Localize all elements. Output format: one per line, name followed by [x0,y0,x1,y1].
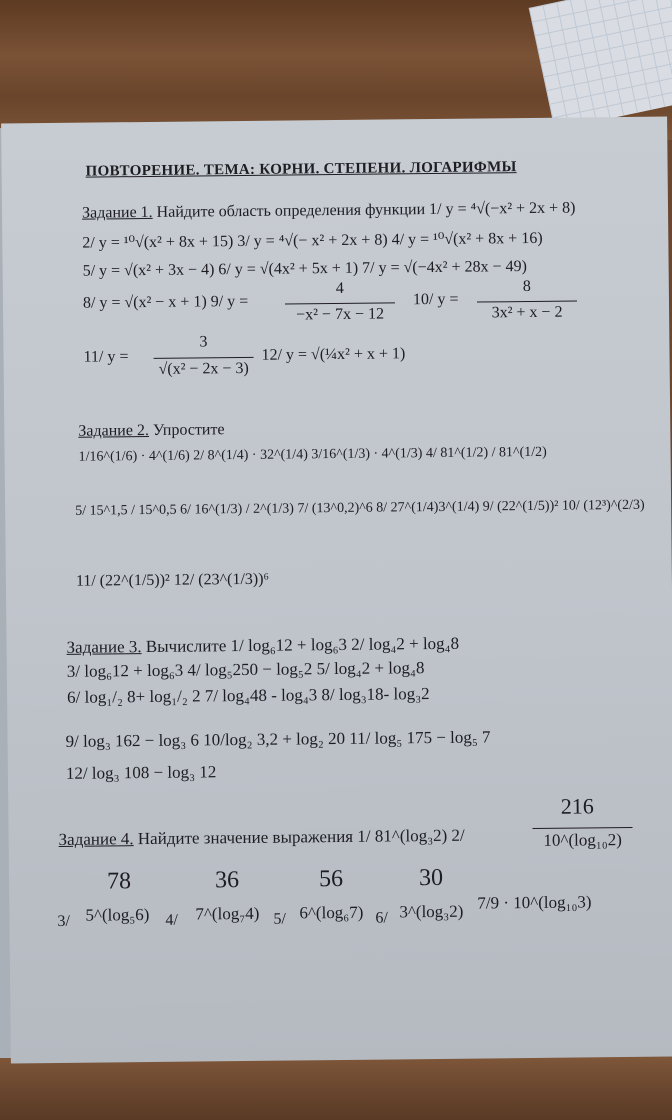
task3-line-1: 1/ log₆12 + log₆3 2/ log₄2 + log₄8 [230,633,460,656]
task4-expr-4-label: 4/ [165,911,178,929]
worksheet [1,117,672,1064]
task2-line-1: 1/16^(1/6) · 4^(1/6) 2/ 8^(1/4) · 32^(1/4) 3/16^(1/3) · 4^(1/3) 4/ 81^(1/2) / 81^(1/2) [78,444,547,465]
task1-text: Найдите область определения функции [156,201,426,221]
task1-heading [82,200,576,223]
task1-item10-numerator: 8 [522,277,531,296]
task4-heading [59,827,465,849]
task3-heading [66,635,459,657]
task4-expr-6-numerator: 30 [418,864,444,892]
page-title: ПОВТОРЕНИЕ. ТЕМА: КОРНИ. СТЕПЕНИ. ЛОГАРИФМЫ [85,159,517,180]
task4-expr-3-numerator: 78 [106,868,132,895]
task1-item-1: 1/ y = ⁴√(−x² + 2x + 8) [429,199,576,219]
task1-item11-numerator: 3 [199,333,208,351]
task1-item11-denominator: √(x² − 2x − 3) [154,357,254,379]
task4-expr-5-label: 5/ [273,910,286,928]
task3-text: Вычислите [145,636,227,657]
task4-expr-1: 1/ 81^(log₃2) [357,825,448,846]
task2-line-3: 11/ (22^(1/5))² 12/ (23^(1/3))⁶ [75,570,270,590]
task1-item10-denominator: 3x² + x − 2 [477,300,577,322]
task4-expr-5-numerator: 56 [318,865,344,893]
task4-expr-4-numerator: 36 [214,867,240,894]
task1-item9-denominator: −x² − 7x − 12 [285,302,395,324]
task1-item9-numerator: 4 [335,279,344,298]
task3-line-4: 9/ log₃ 162 − log₃ 6 10/log₂ 3,2 + log₂ 20 11/ log₅ 175 − log₅ 7 [65,727,491,751]
task1-item11-label: 11/ y = [83,348,129,366]
task1-item12: 12/ y = √(¼x² + x + 1) [261,345,406,364]
task3-line-5: 12/ log₃ 108 − log₃ 12 [65,762,217,783]
task1-line-4: 8/ y = √(x² − x + 1) 9/ y = [82,292,249,312]
task3-line-3: 6/ log₁/₂ 8+ log₁/₂ 2 7/ log₄48 - log₄3 8/ log₃18- log₃2 [67,684,430,707]
task4-expr-7: 7/9 · 10^(log₁₀3) [477,892,592,913]
task1-label: Задание 1. [81,203,153,222]
task3-line-2: 3/ log₆12 + log₆3 4/ log₅250 − log₅2 5/ log₄2 + log₄8 [66,658,425,681]
task4-expr-3-label: 3/ [57,912,70,930]
task3-label: Задание 3. [66,637,142,657]
task1-item10-label: 10/ y = [412,290,459,309]
task1-line-3: 5/ y = √(x² + 3x − 4) 6/ y = √(4x² + 5x + 1) 7/ y = √(−4x² + 28x − 49) [82,258,527,280]
task4-expr-2-label: 2/ [451,825,465,845]
task2-text: Упростите [152,421,225,439]
task4-label: Задание 4. [58,829,134,849]
task4-text: Найдите значение выражения [137,826,354,849]
task4-expr-2-denominator: 10^(log₁₀2) [533,827,633,850]
task4-expr-6-denominator: 3^(log₃2) [399,901,464,922]
task4-expr-2-numerator: 216 [560,793,594,819]
task1-line-2: 2/ y = ¹⁰√(x² + 8x + 15) 3/ y = ⁴√(− x² + 2x + 8) 4/ y = ¹⁰√(x² + 8x + 16) [82,229,543,252]
task4-expr-3-denominator: 5^(log₅6) [85,905,150,925]
task2-heading [78,421,224,441]
task4-expr-6-label: 6/ [375,909,388,927]
task4-expr-5-denominator: 6^(log₆7) [299,902,364,923]
task4-expr-4-denominator: 7^(log₇4) [195,903,260,924]
task2-label: Задание 2. [78,421,150,440]
task2-line-2: 5/ 15^1,5 / 15^0,5 6/ 16^(1/3) / 2^(1/3) 7/ (13^0,2)^6 8/ 27^(1/4)3^(1/4) 9/ (22^(1/5))² 10/ (12³)^(2/3) [75,497,645,519]
